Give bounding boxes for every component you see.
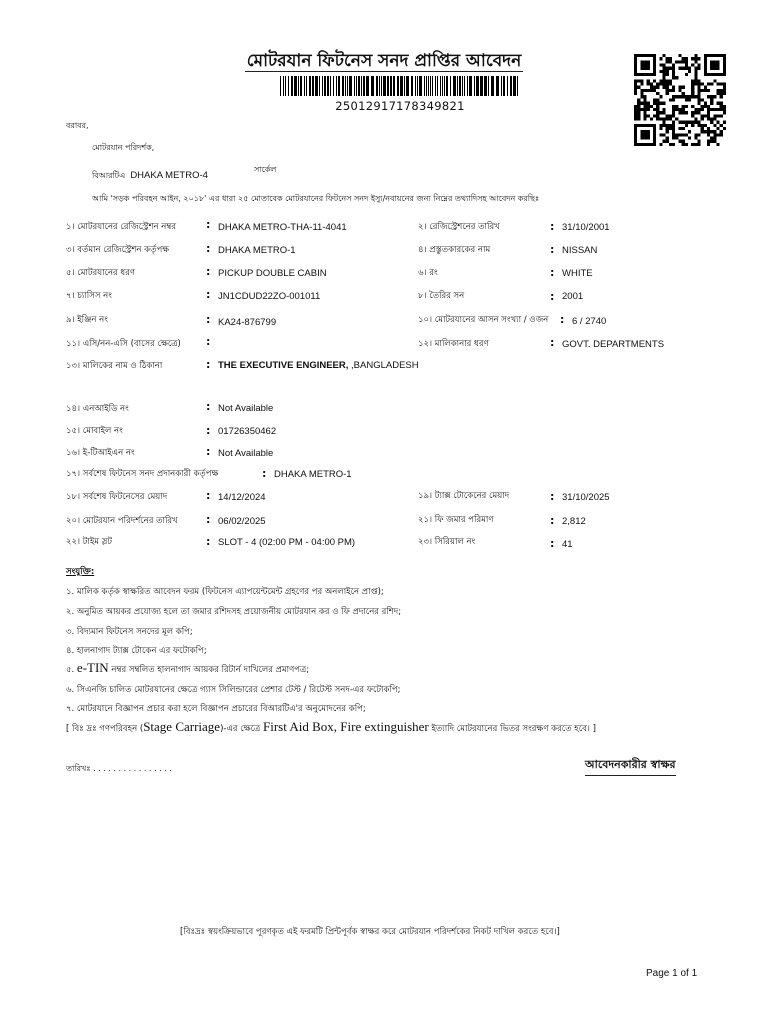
field-colon: :: [550, 537, 555, 550]
field-colon: :: [206, 358, 211, 371]
barcode: [280, 76, 520, 96]
field-label-vehicle-type: ৫। মোটরযানের ধরণ: [66, 268, 136, 278]
note-stage-carriage: Stage Carriage: [143, 719, 221, 734]
page-number: Page 1 of 1: [646, 968, 698, 979]
field-label-registration-number: ১। মোটরযানের রেজিস্ট্রেশন নম্বর: [66, 222, 177, 232]
field-value-manufacturer: NISSAN: [562, 245, 598, 256]
field-colon: :: [550, 243, 555, 256]
attachment-item: ১. মালিক কর্তৃক স্বাক্ষরিত আবেদন ফরম (ফিটনেস এ্যাপয়েন্টমেন্ট গ্রহণের পর অনলাইনে প্রাপ্ত);: [66, 587, 384, 597]
circle-label: সার্কেল: [254, 165, 277, 174]
field-colon: :: [206, 313, 211, 326]
field-value-last-fitness-authority: DHAKA METRO-1: [274, 469, 352, 480]
field-colon: :: [550, 490, 555, 503]
field-value-chassis-number: JN1CDUD22ZO-001011: [218, 291, 321, 302]
field-value-vehicle-type: PICKUP DOUBLE CABIN: [218, 268, 327, 279]
field-label-inspection-date: ২০। মোটরযান পরিদর্শনের তারিখ: [66, 516, 178, 526]
field-colon: :: [560, 313, 565, 326]
application-intro: আমি 'সড়ক পরিবহন আইন, ২০১৮' এর ধারা ২৫ মোতাবেক মোটরযানের ফিটনেস সনদ ইস্যু/নবায়নের জন্য নিম্নের তথ্যাদিসহ আবেদন করছিঃ: [92, 194, 540, 203]
field-colon: :: [206, 445, 211, 458]
note-close: ইত্যাদি মোটরযানের ভিতর সংরক্ষণ করতে হবে। ]: [431, 724, 596, 734]
note-mid: )-এর ক্ষেত্রে: [220, 724, 261, 734]
brta-circle-line: [92, 163, 208, 183]
field-label-serial-number: ২৩। সিরিয়াল নং: [418, 537, 476, 547]
footer-note: [বিঃদ্রঃ স্বয়ংক্রিয়ভাবে পূরণকৃত এই ফরমটি প্রিন্টপূর্বক স্বাক্ষর করে মোটরযান পরিদর্শকের নিকট দাখিল করতে হবে।]: [180, 927, 560, 937]
attachment-item-etin: [66, 660, 309, 677]
field-colon: :: [206, 489, 211, 502]
field-value-mobile: 01726350462: [218, 426, 277, 437]
barcode-number: 25012917178349821: [335, 99, 465, 113]
field-value-last-fitness-validity: 14/12/2024: [218, 492, 266, 503]
field-value-owner-name-address: [218, 360, 419, 371]
field-label-ac-nonac: ১১। এসি/নন-এসি (বাসের ক্ষেত্রে): [66, 339, 181, 349]
field-label-last-fitness-authority: ১৭। সর্বশেষ ফিটনেস সনদ প্রদানকারী কর্তৃপক্ষ: [66, 469, 219, 479]
field-value-inspection-date: 06/02/2025: [218, 516, 266, 527]
field-value-registration-date: 31/10/2001: [562, 222, 610, 233]
field-value-registration-authority: DHAKA METRO-1: [218, 245, 296, 256]
field-colon: :: [206, 218, 211, 231]
date-line: তারিখঃ . . . . . . . . . . . . . . . .: [66, 764, 172, 773]
field-label-nid: ১৪। এনআইডি নং: [66, 404, 129, 414]
field-colon: :: [550, 290, 555, 303]
field-value-nid: Not Available: [218, 403, 274, 414]
field-colon: :: [206, 242, 211, 255]
field-colon: :: [550, 514, 555, 527]
owner-name: THE EXECUTIVE ENGINEER,: [218, 360, 349, 371]
form-title-text: মোটরযান ফিটনেস সনদ প্রাপ্তির আবেদন: [246, 51, 522, 71]
field-colon: :: [550, 336, 555, 349]
field-value-ownership-type: GOVT. DEPARTMENTS: [562, 339, 665, 350]
attachment-item: ৪. হালনাগাদ ট্যাক্স টোকেন এর ফটোকপি;: [66, 646, 207, 656]
attachment-number: ৫.: [66, 665, 75, 675]
attachment-item: ২. অনুমিত আয়কর প্রযোজ্য হলে তা জমার রশিদসহ প্রয়োজনীয় মোটরযান কর ও ফি প্রদানের রশিদ;: [66, 607, 402, 617]
salutation-to: বরাবর,: [66, 121, 89, 130]
field-colon: :: [206, 288, 211, 301]
attachments-heading: সংযুক্তি:: [66, 567, 95, 577]
field-label-registration-authority: ৩। বর্তমান রেজিস্ট্রেশন কর্তৃপক্ষ: [66, 245, 170, 255]
field-colon: :: [206, 400, 211, 413]
field-value-registration-number: DHAKA METRO-THA-11-4041: [218, 222, 347, 233]
field-colon: :: [206, 335, 211, 348]
field-value-manufacture-year: 2001: [562, 291, 584, 302]
field-value-serial-number: 41: [562, 539, 573, 550]
brta-circle-name: DHAKA METRO-4: [130, 170, 208, 181]
field-label-fee-amount: ২১। ফি জমার পরিমাণ: [418, 515, 494, 525]
attachment-etin-text: e-TIN: [76, 660, 109, 675]
attachment-item: ৬. সিএনজি চালিত মোটরযানের ক্ষেত্রে গ্যাস সিলিন্ডারের প্রেশার টেস্ট / রিটেস্ট সনদ-এর ফটোকপি;: [66, 685, 401, 695]
field-colon: :: [550, 220, 555, 233]
field-label-time-slot: ২২। টাইম স্লট: [66, 537, 112, 547]
field-label-mobile: ১৫। মোবাইল নং: [66, 426, 123, 436]
field-label-owner-name-address: ১৩। মালিকের নাম ও ঠিকানা: [66, 361, 163, 371]
field-colon: :: [206, 535, 211, 548]
attachment-text: নম্বর সম্বলিত হালনাগাদ আয়কর রিটার্ন দাখিলের প্রমাণপত্র;: [111, 665, 310, 675]
note-open: [ বিঃ দ্রঃ গণপরিবহন (: [66, 724, 144, 734]
field-colon: :: [262, 467, 267, 480]
field-label-color: ৬। রং: [418, 268, 438, 278]
field-label-engine-number: ৯। ইঞ্জিন নং: [66, 315, 108, 325]
owner-address: ,BANGLADESH: [348, 360, 419, 371]
field-value-etin: Not Available: [218, 448, 274, 459]
field-colon: :: [550, 266, 555, 279]
field-label-ownership-type: ১২। মালিকানার ধরণ: [418, 339, 489, 349]
note-equipment: First Aid Box, Fire extinguisher: [263, 719, 429, 734]
field-colon: :: [206, 265, 211, 278]
attachment-item: ৩. বিদ্যমান ফিটনেস সনদের মূল কপি;: [66, 627, 193, 637]
field-value-color: WHITE: [562, 268, 593, 279]
field-value-tax-token-validity: 31/10/2025: [562, 492, 610, 503]
attachment-item: ৭. মোটরযানে বিজ্ঞাপন প্রচার করা হলে বিজ্ঞাপন প্রচারের বিআরটিএ'র অনুমোদনের কপি;: [66, 704, 366, 714]
field-value-time-slot: SLOT - 4 (02:00 PM - 04:00 PM): [218, 537, 356, 548]
stage-carriage-note: [66, 719, 596, 736]
field-value-engine-number: KA24-876799: [218, 317, 277, 328]
recipient-officer: মোটরযান পরিদর্শক,: [92, 143, 155, 152]
field-value-fee-amount: 2,812: [562, 516, 586, 527]
field-label-tax-token-validity: ১৯। ট্যাক্স টোকেনের মেয়াদ: [418, 491, 510, 501]
field-label-etin: ১৬। ই-টিআইএন নং: [66, 448, 135, 458]
field-label-seat-weight: ১০। মোটরযানের আসন সংখ্যা / ওজন: [418, 315, 549, 325]
field-label-last-fitness-validity: ১৮। সর্বশেষ ফিটনেসের মেয়াদ: [66, 492, 168, 502]
qr-code: [634, 54, 726, 146]
applicant-signature-label: আবেদনকারীর স্বাক্ষর: [585, 756, 676, 776]
field-label-manufacture-year: ৮। তৈরির সন: [418, 291, 465, 301]
brta-prefix: বিআরটিএ: [92, 171, 126, 180]
field-label-manufacturer: ৪। প্রস্তুতকারকের নাম: [418, 245, 491, 255]
field-label-chassis-number: ৭। চ্যাসিস নং: [66, 291, 112, 301]
field-value-seat-weight: 6 / 2740: [572, 316, 607, 327]
field-colon: :: [206, 513, 211, 526]
field-label-registration-date: ২। রেজিস্ট্রেশনের তারিখ: [418, 222, 500, 232]
field-colon: :: [206, 424, 211, 437]
